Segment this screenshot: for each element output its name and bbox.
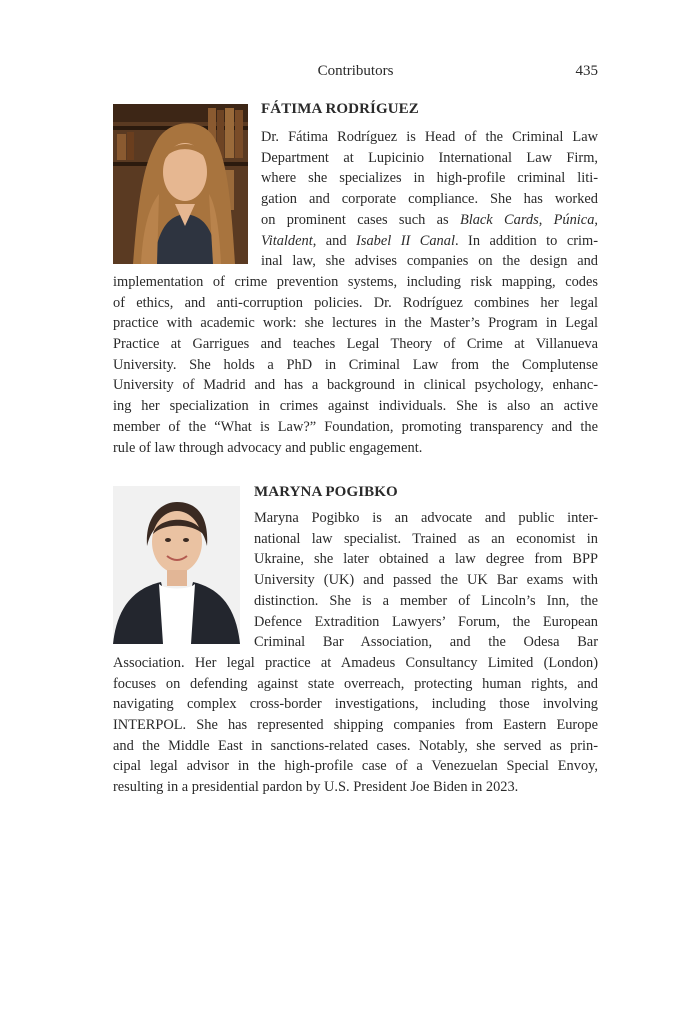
bio-line: Department at Lupicinio International Law Firm, [261,149,598,166]
bio-line: national law specialist. Trained as an economist in [254,530,598,547]
bio-line: navigating complex cross-border investigations, including those involving [113,696,598,713]
bio-line: Dr. Fátima Rodríguez is Head of the Criminal Law [261,129,598,145]
bio-line: gation and corporate compliance. She has worked [261,191,598,208]
bio-line: Criminal Bar Association, and the Odesa Bar [254,634,598,651]
bio-line: Association. Her legal practice at Amadeus Consultancy Limited (London) [113,654,598,671]
bio-line: and the Middle East in sanctions-related cases. Notably, she served as prin- [113,737,598,754]
bio-line: University (UK) and passed the UK Bar exams with [254,572,598,589]
bio-line: member of the “What is Law?” Foundation, promoting transparency and the [113,418,598,435]
bio-line: University of Madrid and has a background in clinical psychology, enhanc- [113,377,598,394]
contributor-photo-pogibko [113,486,240,644]
bio-line: Ukraine, she later obtained a law degree from BPP [254,551,598,568]
bio-line: of ethics, and anti-corruption policies. Dr. Rodríguez combines her legal [113,294,598,311]
bio-line: rule of law through advocacy and public engagement. [113,439,423,456]
bio-line: inal law, she advises companies on the design and [261,253,598,270]
contributor-photo-rodriguez [113,104,248,264]
bio-line: implementation of crime prevention systems, including risk mapping, codes [113,273,598,290]
running-header-title: Contributors [317,63,394,79]
bio-line: where she specializes in high-profile criminal liti- [261,170,598,187]
page-number: 435 [575,63,598,79]
contributor-name-rodriguez: FÁTIMA RODRÍGUEZ [261,101,419,117]
running-header [113,63,598,83]
bio-line: Practice at Garrigues and teaches Legal Theory of Crime at Villanueva [113,336,598,352]
contributor-name-pogibko: MARYNA POGIBKO [254,484,398,500]
bio-line: Maryna Pogibko is an advocate and public inter- [254,510,598,526]
bio-line: ing her specialization in crimes against individuals. She is also an active [113,398,598,415]
bio-line: on prominent cases such as Black Cards, Púnica, [261,211,598,228]
bio-line: Vitaldent, and Isabel II Canal. In addition to crim- [261,232,598,249]
bio-line: University. She holds a PhD in Criminal Law from the Complutense [113,356,598,373]
bio-line: INTERPOL. She has represented shipping companies from Eastern Europe [113,717,598,733]
bio-line: resulting in a presidential pardon by U.S. President Joe Biden in 2023. [113,779,519,796]
bio-line: practice with academic work: she lectures in the Master’s Program in Legal [113,315,598,332]
bio-line: distinction. She is a member of Lincoln’s Inn, the [254,592,598,609]
bio-line: focuses on defending against state overreach, protecting human rights, and [113,675,598,692]
bio-line: cipal legal advisor in the high-profile case of a Venezuelan Special Envoy, [113,758,598,775]
bio-line: Defence Extradition Lawyers’ Forum, the European [254,613,598,630]
